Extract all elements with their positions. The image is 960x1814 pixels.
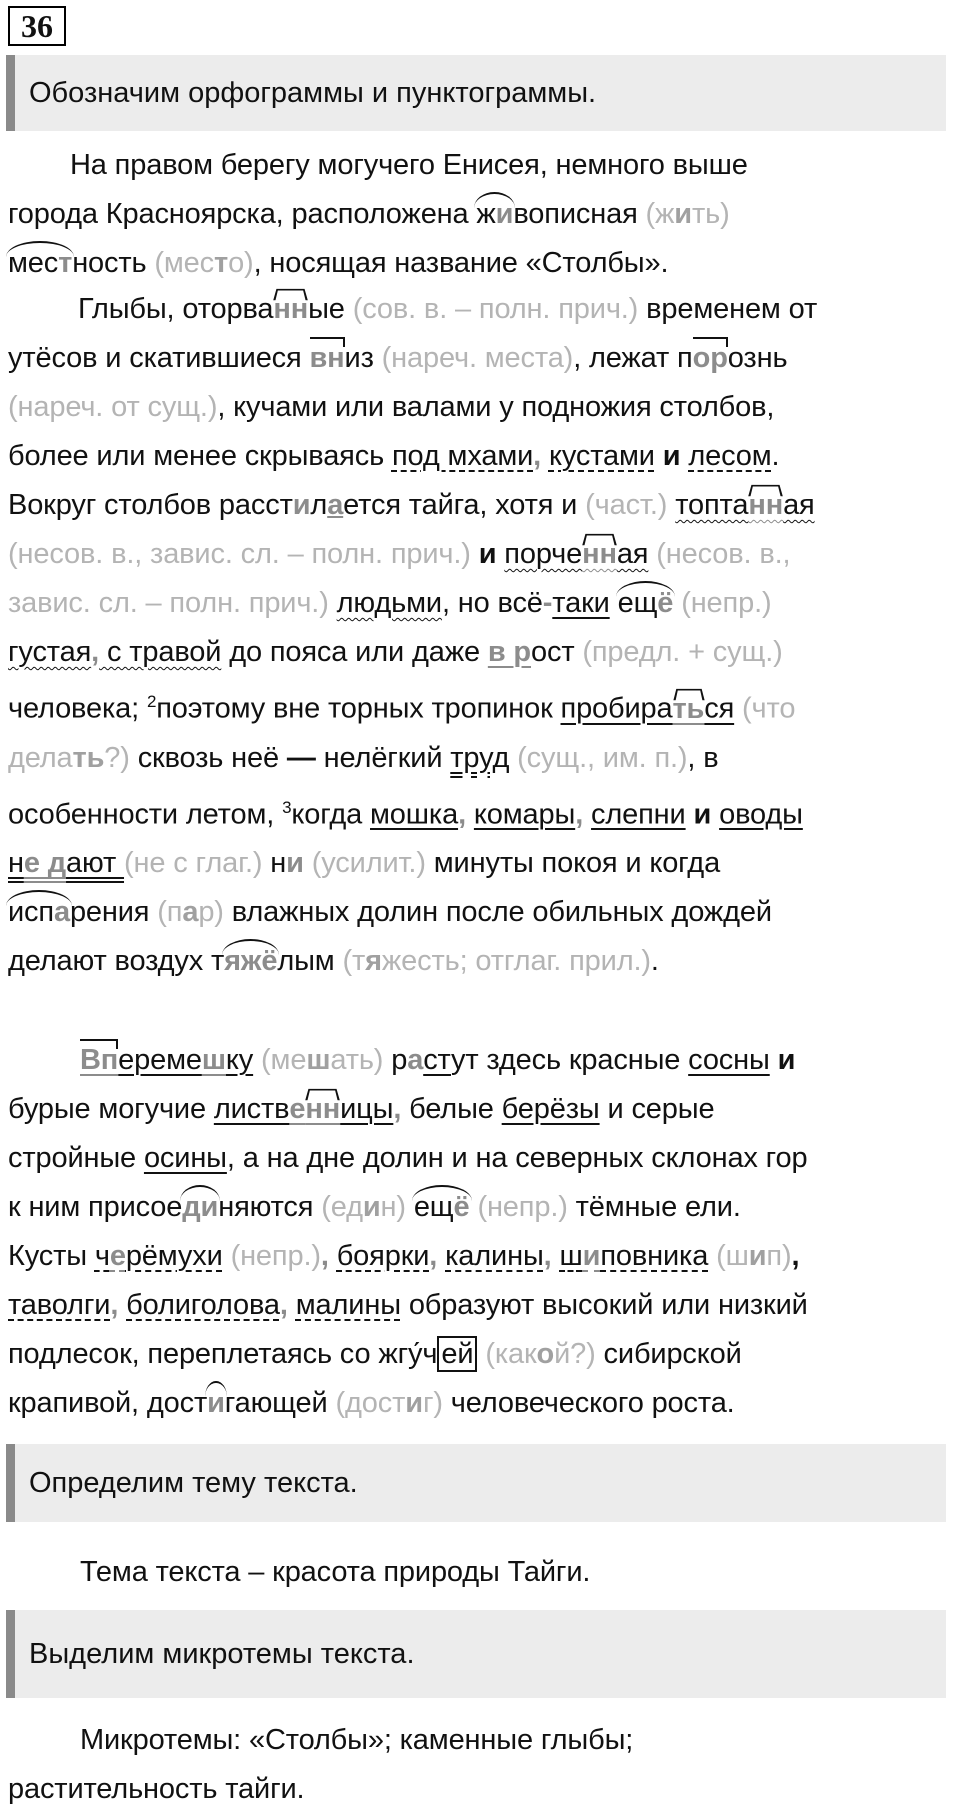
p3-line-5: Кусты черёмухи (непр.), боярки, калины, шиповника (шип), [8, 1240, 800, 1272]
task-number: 36 [8, 6, 66, 46]
section-heading-microthemes: Выделим микротемы текста. [6, 1610, 946, 1698]
p2-line-4: более или менее скрываясь под мхами, кустами и лесом. [8, 440, 780, 472]
p3-line-3: стройные осины, а на дне долин и на северных склонах гор [8, 1142, 808, 1174]
paragraph-3 [8, 1036, 956, 1428]
paragraph-1 [8, 141, 956, 288]
p2-line-13: испарения (пар) влажных долин после обильных дождей [8, 888, 956, 937]
p3-line-7: подлесок, переплетаясь со жгу́ч ей (какой?) сибирской [8, 1338, 742, 1370]
microthemes-line-1: Микротемы: «Столбы»; каменные глыбы; [80, 1724, 634, 1756]
p2-line-2: утёсов и скатившиеся вниз (нареч. места), лежат порознь [8, 334, 956, 383]
p3-line-6: таволги, болиголова, малины образуют высокий или низкий [8, 1289, 808, 1321]
p3-line-8: крапивой, достигающей (достиг) человеческого роста. [8, 1379, 956, 1428]
section-heading-orthograms: Обозначим орфограммы и пунктограммы. [6, 55, 946, 131]
p1-line-3: местность (место), носящая название «Столбы». [8, 239, 956, 288]
p2-line-14: делают воздух тяжёлым (тяжесть; отглаг. прил.). [8, 937, 956, 986]
p1-line-1: На правом берегу могучего Енисея, немного выше [70, 149, 748, 181]
p2-line-10: делать?) сквозь неё — нелёгкий труд (сущ., им. п.), в [8, 741, 719, 774]
root-arc: мест [8, 239, 72, 288]
p3-line-1: Вперемешку (мешать) растут здесь красные сосны и [8, 1036, 956, 1085]
ending-box: ей [437, 1336, 477, 1372]
p1-line-2: города Красноярска, расположена живописная (жить) [8, 190, 956, 239]
p2-line-11: особенности летом, $^3$когда мошка, комары, слепни и оводы [8, 797, 803, 831]
check-word: (место) [154, 247, 254, 279]
p3-line-2: бурые могучие лиственницы, белые берёзы и серые [8, 1085, 956, 1134]
paragraph-2 [8, 285, 956, 986]
theme-line: Тема текста – красота природы Тайги. [80, 1556, 591, 1588]
p2-line-9: человека; $^2$поэтому вне торных тропинок пробираться (что [8, 677, 956, 734]
microthemes-line-2: растительность тайги. [8, 1773, 305, 1805]
root-arc: жи [476, 190, 513, 239]
p2-line-5: Вокруг столбов расстилается тайга, хотя и (част.) топтанная [8, 481, 956, 530]
theme-paragraph [8, 1548, 956, 1597]
p2-line-6: (несов. в., завис. сл. – полн. прич.) и порченная (несов. в., [8, 530, 956, 579]
microthemes-paragraph [8, 1716, 956, 1814]
p3-line-4: к ним присоединяются (един) ещё (непр.) тёмные ели. [8, 1183, 956, 1232]
section-heading-theme: Определим тему текста. [6, 1444, 946, 1522]
check-word: (жить) [645, 198, 730, 230]
p2-line-7: завис. сл. – полн. прич.) людьми, но всё-таки ещё (непр.) [8, 579, 956, 628]
p2-line-12: не дают (не с глаг.) ни (усилит.) минуты покоя и когда [8, 847, 721, 880]
p2-line-8: густая, с травой до пояса или даже в рост (предл. + сущ.) [8, 636, 783, 668]
p2-line-3: (нареч. от сущ.), кучами или валами у подножия столбов, [8, 391, 775, 423]
p2-line-1: Глыбы, оторванные (сов. в. – полн. прич.) временем от [8, 285, 956, 334]
